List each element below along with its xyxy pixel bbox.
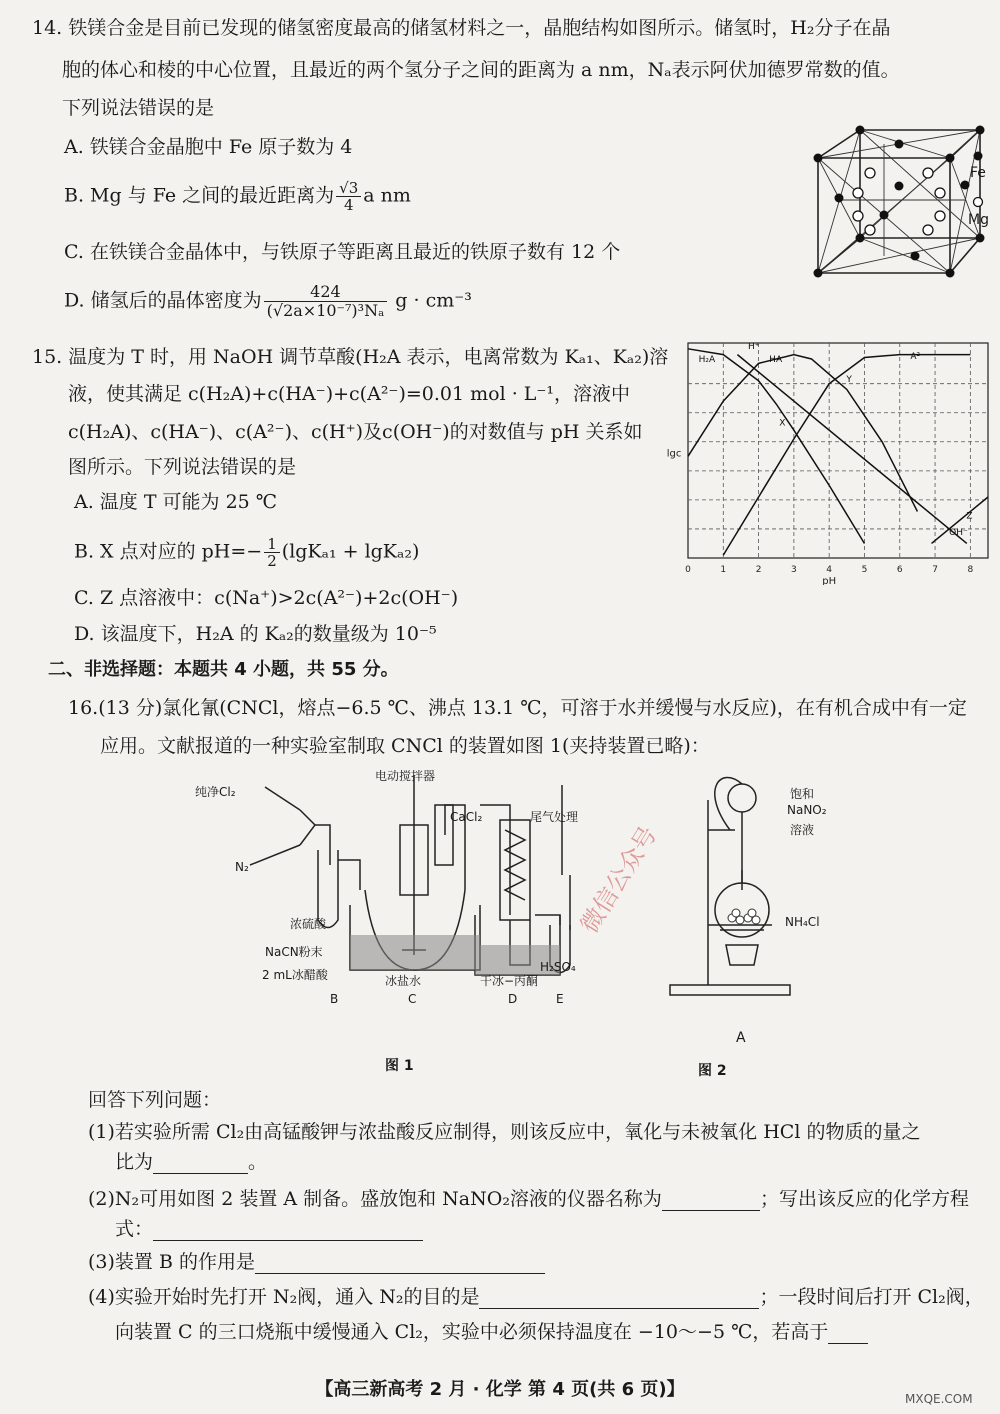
q14-option-d-unit: g · cm⁻³ <box>395 289 472 312</box>
chart-point-label: Z <box>966 511 973 522</box>
chart-x-tick: 0 <box>685 565 691 575</box>
fig2-nano2-label: NaNO₂ <box>787 803 827 817</box>
chart-x-tick: 3 <box>791 565 797 575</box>
chart-point-label: Y <box>846 374 852 385</box>
q16-part4-line2-text: 向装置 C 的三口烧瓶中缓慢通入 Cl₂，实验中必须保持温度在 −10～−5 ℃，若高于 <box>115 1321 829 1343</box>
q14-option-b-text: B. Mg 与 Fe 之间的最近距离为 <box>64 184 335 207</box>
q14-stem-line3: 下列说法错误的是 <box>62 97 215 119</box>
q14-option-b-denominator: 4 <box>343 196 354 214</box>
q16-stem-line1: 16.(13 分)氯化氰(CNCl，熔点−6.5 ℃、沸点 13.1 ℃，可溶于水并缓慢与水反应)，在有机合成中有一定 <box>68 697 967 719</box>
q16-part3-line <box>88 1250 545 1274</box>
q16-part3-text: (3)装置 B 的作用是 <box>88 1251 255 1273</box>
fig2-saturated-label: 饱和 <box>790 787 815 801</box>
chart-frame <box>688 343 988 558</box>
fig1-label-d: D <box>508 992 518 1006</box>
fig1-conc-h2so4-label: 浓硫酸 <box>290 917 327 931</box>
q16-part1-period: 。 <box>248 1151 268 1173</box>
fig1-tail-gas-label: 尾气处理 <box>530 810 579 824</box>
q15-option-d: D. 该温度下，H₂A 的 Kₐ₂的数量级为 10⁻⁵ <box>74 623 437 645</box>
q15-option-b-numerator: 1 <box>264 536 280 553</box>
q16-part2-blank-equation[interactable] <box>153 1222 423 1241</box>
q14-option-b-fraction <box>336 180 361 213</box>
q15-option-b <box>74 536 419 569</box>
chart-x-tick: 7 <box>932 565 938 575</box>
fig2-nh4cl-label: NH₄Cl <box>785 915 820 929</box>
chart-x-tick: 4 <box>826 565 833 575</box>
q14-option-d <box>64 283 472 320</box>
q16-part2-text: (2)N₂可用如图 2 装置 A 制备。盛放饱和 NaNO₂溶液的仪器名称为 <box>88 1188 662 1210</box>
chart-x-tick: 1 <box>720 565 727 575</box>
q16-part4-blank-2[interactable] <box>828 1325 868 1344</box>
mg-legend-marker <box>972 196 984 208</box>
q15-option-a: A. 温度 T 可能为 25 ℃ <box>74 491 278 513</box>
fig1-n2-label: N₂ <box>235 860 249 874</box>
q15-option-b-denominator: 2 <box>267 552 277 570</box>
q16-part1-blank[interactable] <box>153 1155 248 1174</box>
q15-option-c: C. Z 点溶液中：c(Na⁺)>2c(A²⁻)+2c(OH⁻) <box>74 587 459 609</box>
fig2-solution-label: 溶液 <box>790 823 815 837</box>
answer-intro: 回答下列问题： <box>88 1089 222 1111</box>
fig1-nacn-label: NaCN粉末 <box>265 945 323 959</box>
q16-part2-blank-name[interactable] <box>662 1192 760 1211</box>
chart-series-label: H₂A <box>698 354 716 365</box>
q14-option-b <box>64 180 411 213</box>
q16-part1-line2 <box>115 1150 267 1174</box>
fig1-dryice-label: 干冰−丙酮 <box>480 974 539 988</box>
fig2-label-a: A <box>736 1030 746 1046</box>
chart-x-label: pH <box>822 576 837 585</box>
q16-part1-line1: (1)若实验所需 Cl₂由高锰酸钾与浓盐酸反应制得，则该反应中，氧化与未被氧化 HCl 的物质的量之 <box>88 1121 921 1143</box>
chart-point-label: X <box>779 418 786 429</box>
q16-part2-line2 <box>115 1217 423 1241</box>
q14-option-a: A. 铁镁合金晶胞中 Fe 原子数为 4 <box>64 136 353 158</box>
q16-part4-tail: ；一段时间后打开 Cl₂阀， <box>759 1286 984 1308</box>
q16-part2-tail: ；写出该反应的化学方程 <box>759 1188 969 1210</box>
fig1-label-b: B <box>330 992 339 1006</box>
q16-part4-line1 <box>88 1285 984 1309</box>
fig1-caption: 图 1 <box>385 1058 414 1074</box>
fig1-cl2-label: 纯净Cl₂ <box>195 785 236 799</box>
fig1-acetic-label: 2 mL冰醋酸 <box>262 968 328 982</box>
chart-x-tick: 2 <box>755 565 762 575</box>
q14-option-b-numerator: √3 <box>336 180 361 197</box>
fe-legend-marker <box>972 150 984 162</box>
q14-option-b-unit: a nm <box>363 184 411 207</box>
q16-stem-line2: 应用。文献报道的一种实验室制取 CNCl 的装置如图 1(夹持装置已略)： <box>100 735 710 757</box>
chart-series-label: HA⁻ <box>769 354 787 365</box>
q14-option-d-fraction <box>264 283 388 320</box>
q15-stem-line1: 15. 温度为 T 时，用 NaOH 调节草酸(H₂A 表示，电离常数为 Kₐ₁、Kₐ₂)溶 <box>32 346 669 368</box>
q15-option-b-fraction <box>264 536 280 569</box>
chart-x-tick: 5 <box>861 565 868 575</box>
corner-watermark: MXQE.COM <box>905 1392 973 1406</box>
q14-option-d-text: D. 储氢后的晶体密度为 <box>64 289 262 312</box>
mg-legend-label: Mg <box>968 212 989 228</box>
q15-stem-line3: c(H₂A)、c(HA⁻)、c(A²⁻)、c(H⁺)及c(OH⁻)的对数值与 pH 关系如 <box>68 421 643 443</box>
fig1-label-e: E <box>556 992 564 1006</box>
fe-legend-label: Fe <box>970 165 986 181</box>
page-footer: 【高三新高考 2 月 · 化学 第 4 页(共 6 页)】 <box>315 1379 685 1400</box>
section-heading: 二、非选择题：本题共 4 小题，共 55 分。 <box>48 659 399 680</box>
chart-x-tick: 6 <box>896 565 903 575</box>
watermark-text: 微信公众号 <box>575 821 663 939</box>
q14-option-d-denominator: (√2a×10⁻⁷)³Nₐ <box>266 301 385 320</box>
chart-series-label: H⁺ <box>748 341 760 352</box>
q15-option-b-text: B. X 点对应的 pH=− <box>74 540 263 563</box>
fig1-label-c: C <box>408 992 417 1006</box>
q16-part4-blank[interactable] <box>479 1290 759 1309</box>
fig1-stirrer-label: 电动搅拌器 <box>375 769 436 783</box>
chart-series-line <box>737 355 966 544</box>
fig1-ice-label: 冰盐水 <box>385 974 422 988</box>
q15-option-b-expression: (lgKₐ₁ + lgKₐ₂) <box>281 540 420 563</box>
q16-part4-text: (4)实验开始时先打开 N₂阀，通入 N₂的目的是 <box>88 1286 480 1308</box>
q15-stem-line4: 图所示。下列说法错误的是 <box>68 456 297 478</box>
q15-stem-line2: 液，使其满足 c(H₂A)+c(HA⁻)+c(A²⁻)=0.01 mol · L⁻¹，溶液中 <box>68 383 631 405</box>
q16-part2-equation-prefix: 式： <box>115 1218 154 1240</box>
q14-stem-line1: 14. 铁镁合金是目前已发现的储氢密度最高的储氢材料之一，晶胞结构如图所示。储氢时，H₂分子在晶 <box>32 17 891 39</box>
q16-part1-prefix: 比为 <box>115 1151 154 1173</box>
chart-series-label: OH⁻ <box>949 527 968 538</box>
q16-part4-line2 <box>115 1320 868 1344</box>
fig1-cacl2-label: CaCl₂ <box>450 810 483 824</box>
fig1-h2so4-label: H₂SO₄ <box>540 960 576 974</box>
chart-x-tick: 8 <box>967 565 974 575</box>
chart-series-label: A²⁻ <box>910 351 925 362</box>
crystal-cell-diagram <box>800 118 1000 288</box>
lgc-ph-chart <box>660 335 990 585</box>
chart-y-label: lgc <box>666 448 682 460</box>
q16-part2-line1 <box>88 1187 969 1211</box>
q14-stem-line2: 胞的体心和棱的中心位置，且最近的两个氢分子之间的距离为 a nm，Nₐ表示阿伏加德罗常数的值。 <box>62 59 900 81</box>
q14-option-c: C. 在铁镁合金晶体中，与铁原子等距离且最近的铁原子数有 12 个 <box>64 241 621 263</box>
q16-part3-blank[interactable] <box>255 1255 545 1274</box>
q14-option-d-numerator: 424 <box>264 283 388 302</box>
fig2-caption: 图 2 <box>698 1063 727 1079</box>
chart-series-line <box>688 355 917 512</box>
